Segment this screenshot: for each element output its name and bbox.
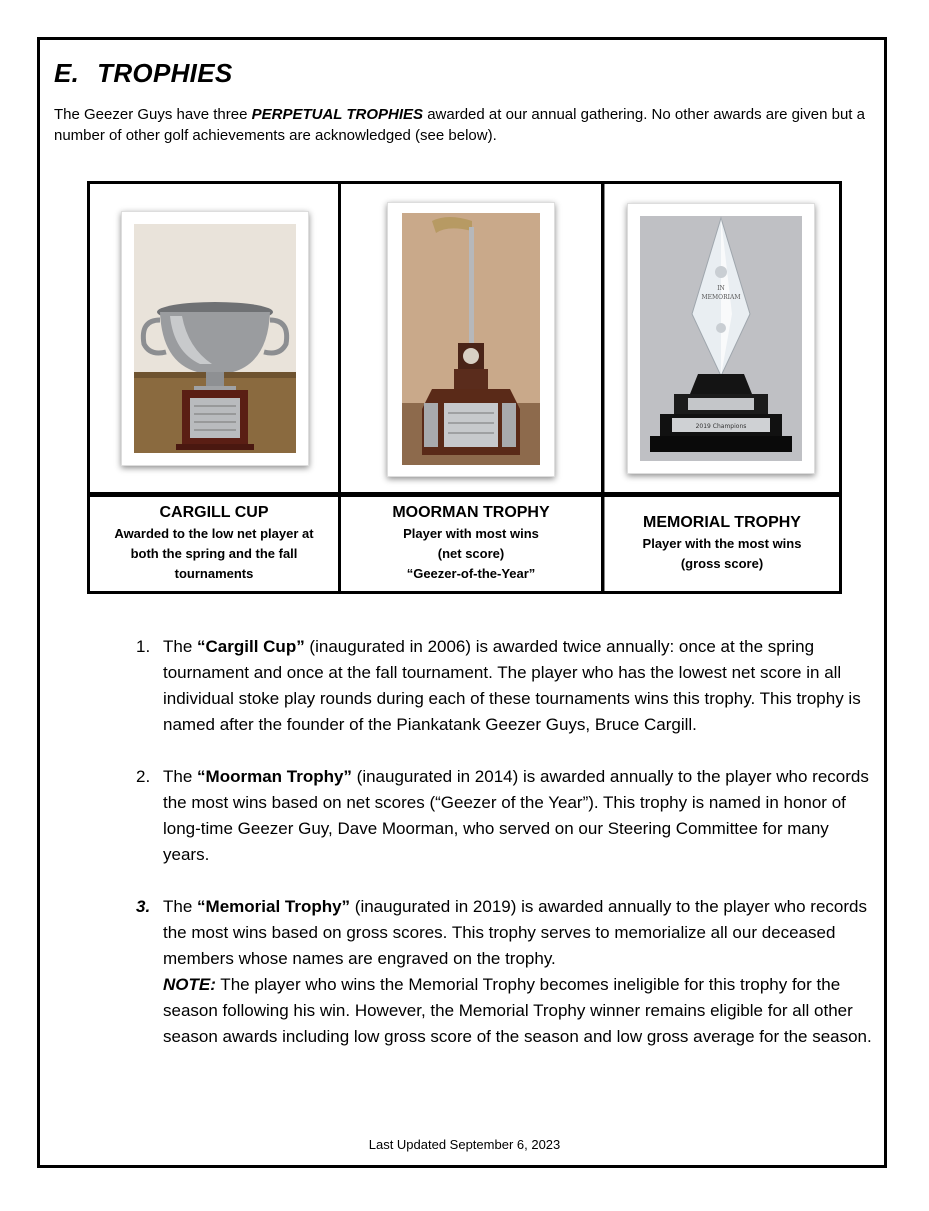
note-label: NOTE: — [163, 975, 216, 994]
trophy-desc-line: Player with most wins — [403, 526, 539, 541]
list-item — [136, 634, 876, 738]
trophy-descriptions-list — [136, 634, 876, 1050]
trophy-desc-line: tournaments — [174, 566, 254, 581]
section-title: TROPHIES — [97, 58, 233, 88]
trophy-name: MOORMAN TROPHY — [392, 504, 550, 521]
list-item-title: “Memorial Trophy” — [197, 897, 351, 916]
trophy-desc-line: (net score) — [437, 546, 505, 561]
trophy-desc-line: Player with the most wins — [642, 536, 802, 551]
list-item-number: 2. — [136, 767, 151, 786]
list-item-prefix: The — [163, 637, 198, 656]
intro-paragraph — [54, 104, 869, 146]
memorial-plaque-middle: MEMORIAM — [701, 294, 741, 301]
moorman-trophy-caption — [341, 502, 601, 584]
list-item-title: “Cargill Cup” — [197, 637, 305, 656]
trophy-desc-line: Awarded to the low net player at — [114, 526, 314, 541]
cargill-cup-photo — [121, 211, 309, 466]
section-heading — [54, 58, 232, 89]
list-item-prefix: The — [163, 767, 198, 786]
memorial-trophy-image — [628, 204, 814, 473]
list-item — [136, 764, 876, 868]
trophy-table — [87, 181, 842, 594]
list-item-text: (inaugurated in 2019) is awarded annually to the player who records the most wins based on gross scores. This trophy serves to memorialize all our deceased members whose names are engraved on the trophy. — [163, 897, 867, 968]
trophy-desc-line: “Geezer-of-the-Year” — [406, 566, 536, 581]
table-row-divider — [90, 492, 839, 497]
memorial-trophy-photo — [627, 203, 815, 474]
list-item-text: (inaugurated in 2014) is awarded annually to the player who records the most wins based on net scores (“Geezer of the Year”). This trophy is named in honor of long-time Geezer Guy, Dave Moorman, who served on our Steering Committee for many years. — [163, 767, 869, 864]
list-item-prefix: The — [163, 897, 198, 916]
list-item-number: 3. — [136, 897, 151, 916]
trophy-desc-line: (gross score) — [680, 556, 764, 571]
moorman-trophy-image — [388, 203, 554, 476]
section-letter: E. — [54, 58, 80, 88]
intro-text-end: awarded at our annual gathering. No other awards are given but a number of other golf achievements are acknowledged (see below). — [54, 106, 865, 144]
memorial-trophy-caption — [605, 512, 839, 574]
cargill-cup-image — [122, 212, 308, 465]
trophy-name: CARGILL CUP — [159, 504, 269, 521]
intro-emphasis: PERPETUAL TROPHIES — [251, 106, 424, 123]
last-updated-footer: Last Updated September 6, 2023 — [368, 1137, 561, 1152]
trophy-desc-line: both the spring and the fall — [130, 546, 298, 561]
cargill-cup-caption — [90, 502, 338, 584]
memorial-plaque-top: IN — [717, 285, 725, 292]
intro-text-start: The Geezer Guys have three — [54, 106, 252, 123]
list-item-number: 1. — [136, 637, 151, 656]
memorial-plaque-base: 2019 Champions — [695, 423, 747, 430]
trophy-name: MEMORIAL TROPHY — [643, 514, 801, 531]
note-text: The player who wins the Memorial Trophy becomes ineligible for this trophy for the season following his win. However, the Memorial Trophy winner remains eligible for all other season awards including low gross score of the season and low gross average for the season. — [163, 975, 872, 1046]
moorman-trophy-photo — [387, 202, 555, 477]
list-item — [136, 894, 876, 1050]
list-item-text: (inaugurated in 2006) is awarded twice annually: once at the spring tournament and once at the fall tournament. The player who has the lowest net score in all individual stoke play rounds during each of these tournaments wins this trophy. This trophy is named after the founder of the Piankatank Geezer Guys, Bruce Cargill. — [163, 637, 861, 734]
list-item-title: “Moorman Trophy” — [197, 767, 352, 786]
